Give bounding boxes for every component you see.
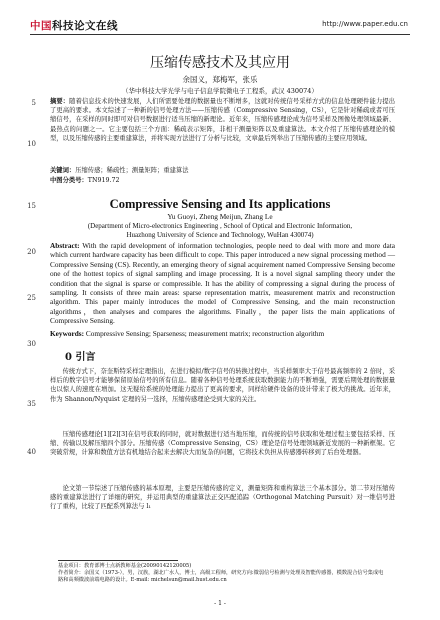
line-number: 25 [27,294,36,302]
en-abstract [50,241,395,326]
en-affiliation-1: (Department of Micro-electronics Engineering , School of Optical and Electronic Information, [87,222,353,230]
cn-clc-label: 中图分类号： [50,177,88,184]
cn-keywords-label: 关键词： [50,167,76,174]
line-number: 10 [27,140,36,148]
cn-keywords [50,166,395,175]
intro-paragraph: 论文第一节综述了压缩传感的基本原理，主要是压缩传感的定义，测量矩阵和重构算法三个基本部分。第二节对压缩传感的重建算法进行了详细的研究，并运用典型的重建算法正交匹配追踪（Orthogonal Matching Pursuit）对一维信号进行了重构，比较了匹配系列算法与 l₁ [50,485,395,511]
line-number: 40 [27,448,36,456]
cn-clc [50,176,395,185]
cn-clc-text: TN919.72 [87,177,120,184]
en-abstract-label: Abstract: [50,241,80,250]
logo-text-red: 中国 [30,20,52,32]
line-number: 5 [31,99,36,107]
line-number: 15 [27,202,36,210]
intro-paragraph: 传统方式下，奈奎斯特采样定理指出，在进行模拟/数字信号的转换过程中，当采样频率大于信号最高频率的 2 倍时，采样后的数字信号才能够保留原始信号的所有信息。随着各种信号处理系统获取数据能力的不断增强，需要后期处理的数据量也以惊人的速度在增加。这无疑给系统的处理能力提出了更高的要求，同样给硬件设备的设计带来了极大的挑战。近年来，作为 Shannon/Nyquist 定理的另一选择，压缩传感理论受到大家的关注。 [50,368,395,403]
line-number: 35 [27,400,36,408]
cn-abstract [50,97,395,143]
line-number: 20 [27,248,36,256]
footnote-rule [58,560,178,561]
cn-abstract-text: 随着信息技术的快速发展，人们所需要处理的数据量也不断增多，这就对传统信号采样方式的信息处理硬件能力提出了更高的要求。本文综述了一种新的信号处理方法——压缩传感（Compressive Sensing，CS），它是针对稀疏或者可压缩信号，在采样的同时即可对信号数据进行适当压缩的新理论。近年来，压缩传感理论成为信号采样及图像处理领域最新、最热点的问题之一。它主要包括三个方面：稀疏表示矩阵，非相干测量矩阵以及重建算法。本文介绍了压缩传感理论的模型，以及压缩传感的主要重建算法，并将实现方法进行了分析与比较，文章最后列举出了压缩传感的主要应用领域。 [50,98,395,142]
en-abstract-text: With the rapid development of information technologies, people need to deal with more and more data which current hardware capacity has been difficult to cope. This paper introduced a new signal processing method —Compressive Sensing (CS). Recently, an emerging theory of signal acquirement named Compressive Sensing become one of the hottest topics of signal sampling and image processing. It is a novel signal sampling theory under the condition that the signal is sparse or compressible. It has the ability of compressing a signal during the process of sampling. It consists of three main areas: sparse representation matrix, measurement matrix and reconstruction algorithm. This paper mainly introduces the model of Compressive Sensing, and the main reconstruction algorithms，then analyses and compares the algorithms. Finally，the paper lists the main applications of Compressive Sensing. [50,241,395,326]
page-header [0,0,440,30]
cn-title: 压缩传感技术及其应用 [150,55,290,71]
intro-paragraph: 压缩传感理论[1][2][3]在信号获取的同时，就对数据进行适当地压缩，而传统的信号获取和处理过程主要包括采样、压缩、传输以及解压缩四个部分。压缩传感（Compressive Sensing，CS）理论是信号处理领域新近发展的一种新框架。它突破常规，计算和数值方法有机地结合起来去解决大而复杂的问题，它将技术负担从传感器转移到了后台处理器。 [50,431,395,457]
logo-text-black: 科技论文在线 [52,20,118,32]
footnote-bio: 作者简介：余国义（1973-），男，汉族，湖北广水人，博士，高级工程师，研究方向:微弱信号检测与处理及智能传感器，模数混合信号集成电路和高频微波前端电路的设计。E-mail: michelsun@mail.hust.edu.cn [58,570,384,583]
site-logo[interactable] [30,18,118,33]
cn-authors: 余国义，郑梅军，张乐 [182,75,258,84]
en-keywords [50,329,395,338]
cn-abstract-label: 摘要： [50,98,70,105]
cn-affiliation: （华中科技大学光学与电子信息学院微电子工程系，武汉 430074） [122,87,318,95]
en-title: Compressive Sensing and Its applications [109,197,331,211]
cn-keywords-text: 压缩传感；稀疏性；测量矩阵；重建算法 [75,167,189,174]
section-heading-intro: 0 引言 [65,352,96,363]
en-keywords-label: Keywords: [50,329,85,338]
footnote-fund: 基金项目：教育部博士点新教师基金(20090142120005) [58,563,192,569]
en-affiliation-2: Huazhong University of Science and Technology, WuHan 430074) [126,231,314,239]
page-number: - 1 - [214,600,226,607]
footnote [58,563,388,584]
line-number: 30 [27,340,36,348]
en-keywords-text: Compressive Sensing; Sparseness; measurement matrix; reconstruction algorithm [85,329,325,338]
site-url[interactable]: http://www.paper.edu.cn [322,20,408,28]
header-rule [30,34,410,35]
en-authors: Yu Guoyi, Zheng Meijun, Zhang Le [167,212,273,221]
